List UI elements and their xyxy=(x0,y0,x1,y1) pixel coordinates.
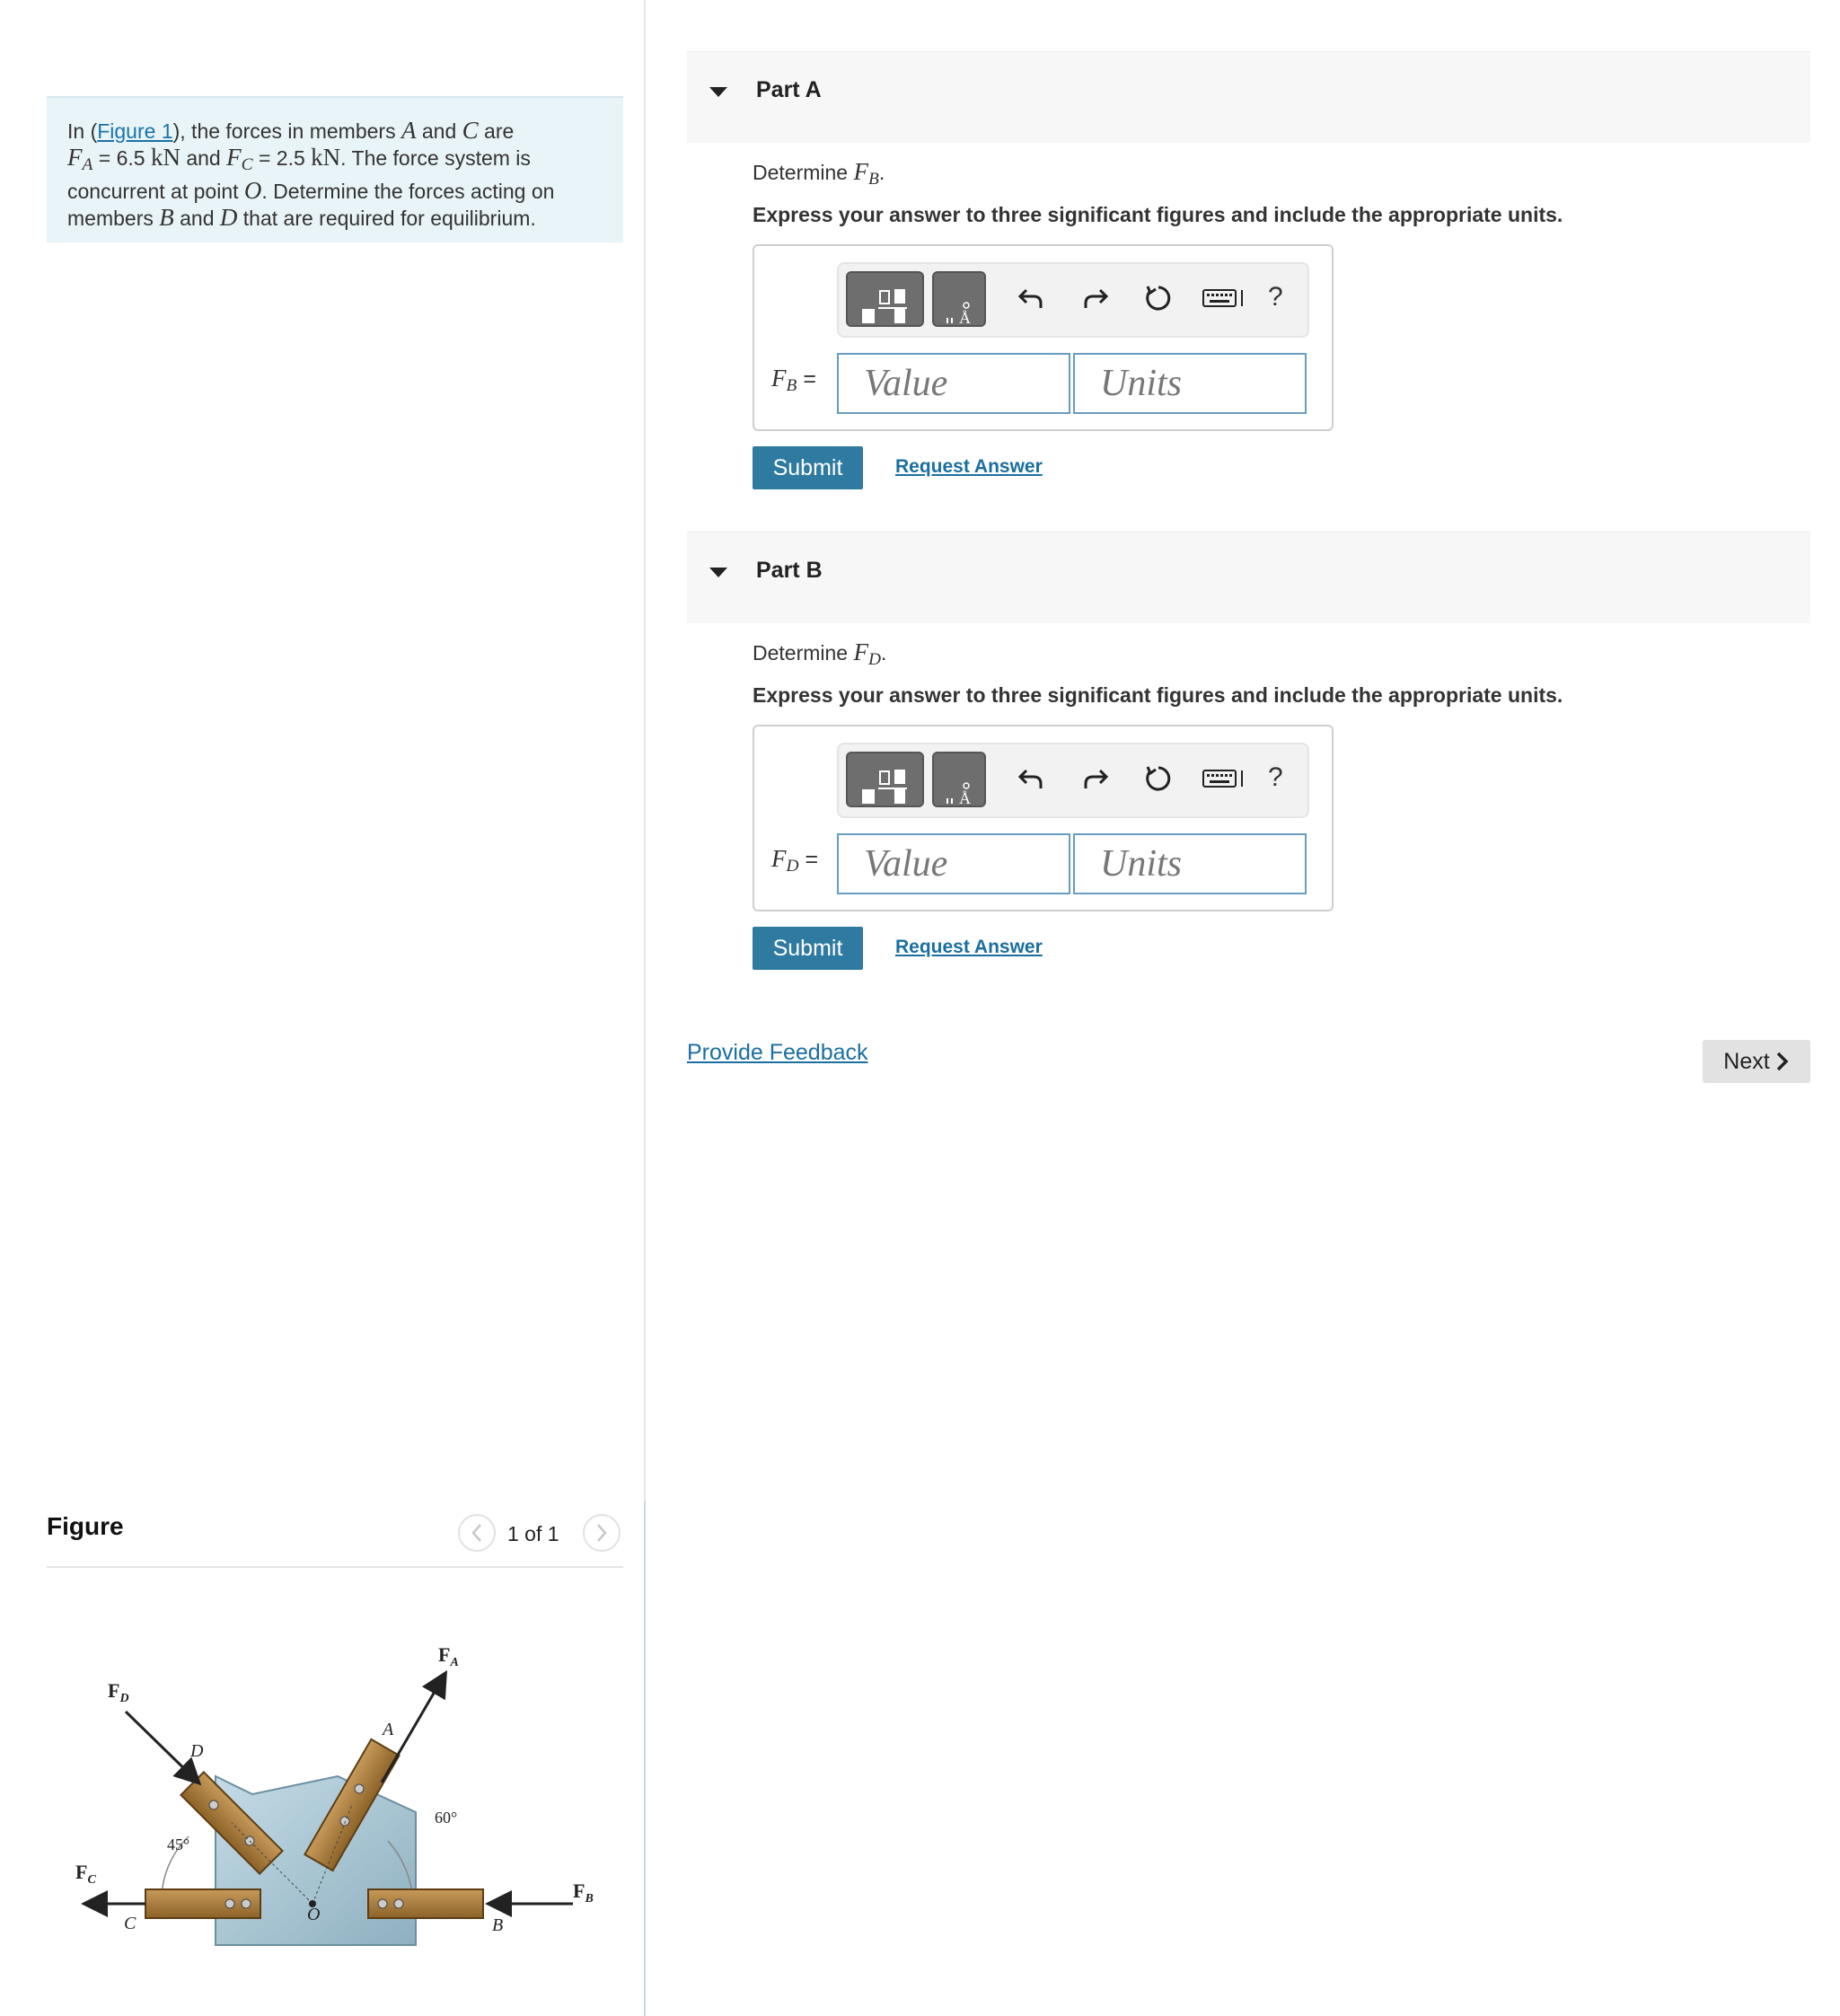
part-a-header[interactable] xyxy=(687,51,1810,143)
label-o: O xyxy=(307,1905,321,1924)
part-a-equation-label: $F_B$ = xyxy=(771,365,816,395)
chevron-left-icon xyxy=(470,1523,484,1543)
figure-title: Figure xyxy=(47,1512,124,1540)
label-fd: $F_D$ xyxy=(108,1679,129,1705)
keyboard-icon xyxy=(1202,767,1248,790)
figure-link[interactable]: Figure 1 xyxy=(97,119,173,143)
force-arrow-fd xyxy=(126,1712,198,1782)
unit-kn: kN xyxy=(311,144,341,171)
redo-button[interactable] xyxy=(1076,278,1115,318)
redo-icon xyxy=(1082,285,1109,312)
math-toolbar xyxy=(837,262,1309,338)
problem-text: ), the forces in members xyxy=(172,119,401,143)
problem-text: . Determine the forces acting on members xyxy=(67,179,555,230)
redo-icon xyxy=(1082,765,1109,792)
problem-text: = 6.5 xyxy=(92,146,151,170)
svg-text:Å: Å xyxy=(959,789,971,806)
label-fc: $F_C$ xyxy=(75,1861,96,1887)
next-button-label: Next xyxy=(1723,1048,1770,1074)
member-a-symbol: A xyxy=(401,117,417,144)
problem-text: = 2.5 xyxy=(252,146,312,170)
member-b xyxy=(368,1889,483,1918)
undo-button[interactable] xyxy=(1011,278,1051,318)
fa-symbol: $F_A$ xyxy=(67,144,93,174)
part-b-instruction: Express your answer to three significant figures and include the appropriate units. xyxy=(753,683,1563,707)
fc-symbol: $F_C$ xyxy=(226,144,253,174)
symbols-button[interactable] xyxy=(932,271,986,327)
part-a-answer-box xyxy=(753,244,1334,431)
reset-icon xyxy=(1143,283,1174,313)
unit-kn: kN xyxy=(150,144,180,171)
part-b-answer-box xyxy=(753,725,1334,911)
figure-prev-button[interactable] xyxy=(458,1514,496,1552)
keyboard-icon xyxy=(1202,286,1248,310)
reset-icon xyxy=(1143,763,1174,794)
chevron-right-icon xyxy=(1775,1052,1790,1071)
symbols-icon xyxy=(934,753,984,806)
member-c-symbol: C xyxy=(462,117,479,144)
keyboard-button[interactable] xyxy=(1198,759,1252,798)
label-b: B xyxy=(492,1915,504,1935)
problem-text: and xyxy=(416,119,462,143)
label-fa: $F_A$ xyxy=(438,1643,459,1669)
part-a-submit-button[interactable]: Submit xyxy=(753,446,863,489)
reset-button[interactable] xyxy=(1139,278,1178,318)
templates-button[interactable] xyxy=(846,752,924,807)
chevron-right-icon xyxy=(594,1523,609,1543)
label-45: 45° xyxy=(167,1836,190,1853)
redo-button[interactable] xyxy=(1076,759,1115,798)
problem-text: . The force system is concurrent at point xyxy=(67,146,531,203)
label-fb: $F_B$ xyxy=(573,1880,594,1906)
part-b-request-answer-link[interactable]: Request Answer xyxy=(895,937,1043,957)
figure-diagram xyxy=(63,1634,611,1958)
figure-divider xyxy=(47,1566,623,1568)
member-c xyxy=(145,1889,260,1918)
part-a-request-answer-link[interactable]: Request Answer xyxy=(895,456,1043,477)
undo-icon xyxy=(1017,765,1044,792)
symbols-button[interactable] xyxy=(932,752,986,807)
part-a-instruction: Express your answer to three significant figures and include the appropriate units. xyxy=(753,203,1563,226)
figure-counter: 1 of 1 xyxy=(507,1522,559,1545)
svg-text:Å: Å xyxy=(959,309,971,325)
part-b-submit-button[interactable]: Submit xyxy=(753,927,863,970)
label-c: C xyxy=(124,1914,136,1933)
templates-icon xyxy=(848,753,922,806)
undo-icon xyxy=(1017,285,1044,312)
part-b-question: Determine $F_D$. xyxy=(753,638,887,669)
undo-button[interactable] xyxy=(1011,759,1051,798)
problem-text: In ( xyxy=(67,119,98,143)
help-button[interactable]: ? xyxy=(1268,282,1283,312)
problem-text: and xyxy=(180,146,227,170)
templates-button[interactable] xyxy=(846,271,924,327)
next-button[interactable] xyxy=(1703,1040,1810,1083)
member-b-symbol: B xyxy=(159,203,174,231)
caret-down-icon xyxy=(709,568,727,577)
templates-icon xyxy=(848,273,922,325)
figure-next-button[interactable] xyxy=(583,1514,621,1552)
problem-text: and xyxy=(173,206,220,230)
label-a: A xyxy=(383,1720,394,1739)
reset-button[interactable] xyxy=(1139,759,1178,798)
problem-text: that are required for equilibrium. xyxy=(237,206,536,230)
part-b-value-input[interactable] xyxy=(837,833,1070,894)
problem-text: are xyxy=(478,119,515,143)
part-a-title: Part A xyxy=(756,77,822,102)
part-b-header[interactable] xyxy=(687,532,1810,623)
part-a-question: Determine $F_B$. xyxy=(753,158,885,189)
problem-statement xyxy=(47,96,623,242)
member-d-symbol: D xyxy=(219,203,238,231)
part-a-value-input[interactable] xyxy=(837,353,1070,414)
part-b-units-input[interactable] xyxy=(1073,833,1307,894)
keyboard-button[interactable] xyxy=(1198,278,1252,318)
label-d: D xyxy=(190,1741,204,1761)
provide-feedback-link[interactable]: Provide Feedback xyxy=(687,1040,868,1065)
part-a-units-input[interactable] xyxy=(1073,353,1307,414)
point-o-symbol: O xyxy=(243,176,262,204)
caret-down-icon xyxy=(709,87,727,97)
label-60: 60° xyxy=(435,1809,458,1827)
part-b-equation-label: $F_D$ = xyxy=(771,845,819,876)
help-button[interactable]: ? xyxy=(1268,762,1283,792)
part-b-title: Part B xyxy=(756,558,823,583)
symbols-icon xyxy=(934,273,984,325)
math-toolbar xyxy=(837,743,1309,818)
column-divider-accent xyxy=(644,1501,646,2016)
